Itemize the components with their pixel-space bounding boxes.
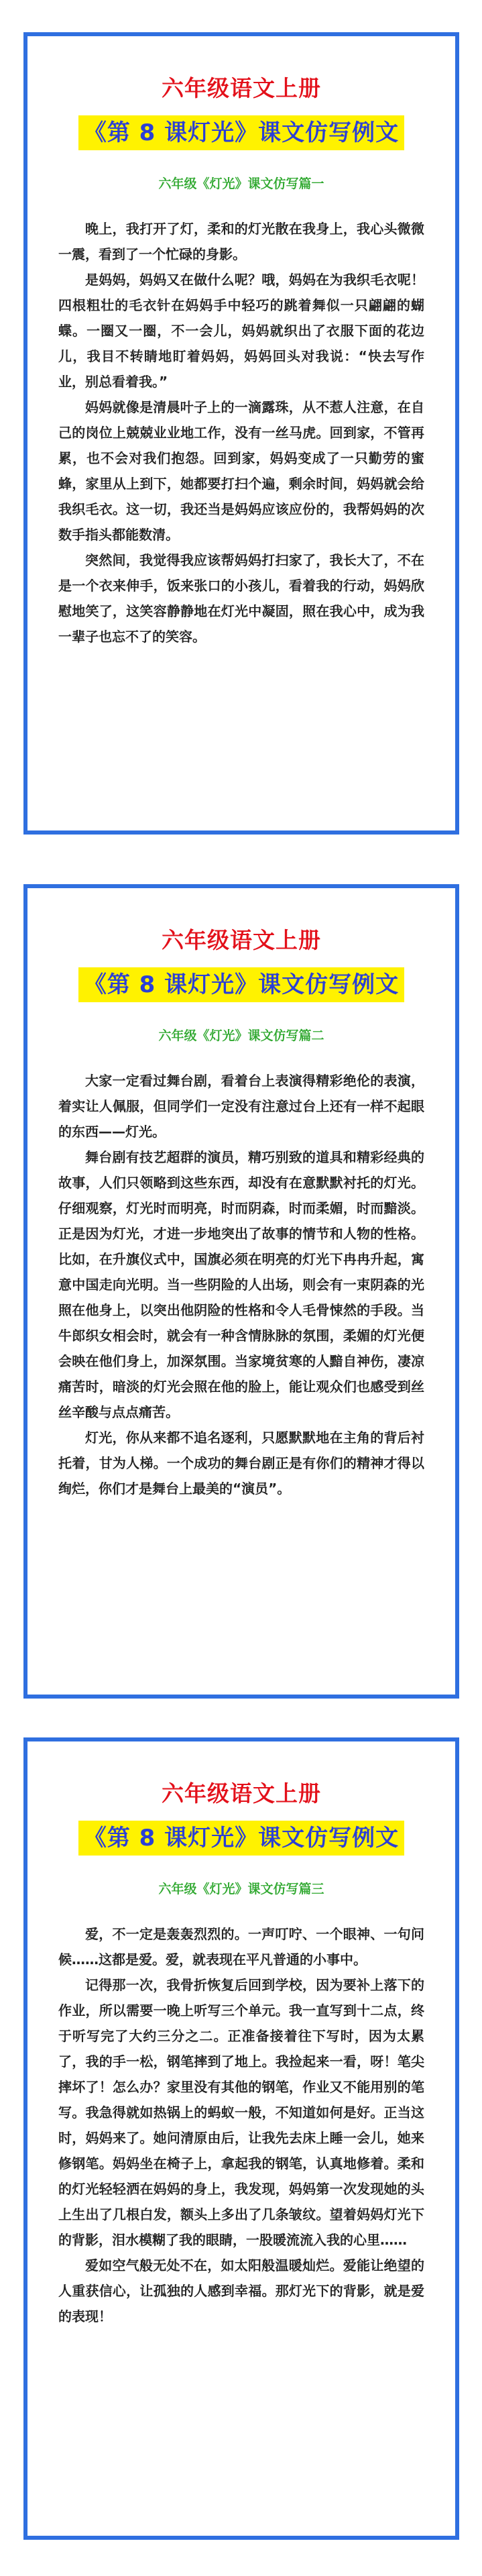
article-card-2 <box>23 884 459 1699</box>
body-paragraph: 晚上，我打开了灯，柔和的灯光散在我身上，我心头微微一震，看到了一个忙碌的身影。 <box>58 221 424 262</box>
body-paragraph: 大家一定看过舞台剧，看着台上表演得精彩绝伦的表演，着实让人佩服，但同学们一定没有注意过台上还有一样不起眼的东西——灯光。 <box>58 1073 424 1140</box>
body-paragraph: 舞台剧有技艺超群的演员，精巧别致的道具和精彩经典的故事，人们只领略到这些东西，却没有在意默默衬托的灯光。仔细观察，灯光时而明亮，时而阴森，时而柔媚，时而黯淡。正是因为灯光，才进一步地突出了故事的情节和人物的性格。比如，在升旗仪式中，国旗必须在明亮的灯光下冉冉升起，寓意中国走向光明。当一些阴险的人出场，则会有一束阴森的光照在他身上，以突出他阴险的性格和令人毛骨悚然的手段。当牛郎织女相会时，就会有一种含情脉脉的氛围，柔媚的灯光便会映在他们身上，加深氛围。当家境贫寒的人黯自神伤，凄凉痛苦时，暗淡的灯光会照在他的脸上，能让观众们也感受到丝丝辛酸与点点痛苦。 <box>58 1149 424 1420</box>
body-paragraph: 妈妈就像是清晨叶子上的一滴露珠，从不惹人注意，在自己的岗位上兢兢业业地工作，没有一丝马虎。回到家，不管再累，也不会对我们抱怨。回到家，妈妈变成了一只勤劳的蜜蜂，家里从上到下，她都要打扫个遍，剩余时间，妈妈就会给我织毛衣。这一切，我还当是妈妈应该应份的，我帮妈妈的次数手指头都能数清。 <box>58 399 424 543</box>
article-card-3 <box>23 1737 459 2540</box>
card-title-lesson-highlight: 《第 8 课灯光》课文仿写例文 <box>78 115 404 150</box>
card-title-grade: 六年级语文上册 <box>162 75 321 101</box>
card-title-grade: 六年级语文上册 <box>162 927 321 953</box>
card-subtitle: 六年级《灯光》课文仿写篇一 <box>158 176 324 191</box>
card-title-lesson-highlight: 《第 8 课灯光》课文仿写例文 <box>78 1821 404 1856</box>
body-paragraph: 记得那一次，我骨折恢复后回到学校，因为要补上落下的作业，所以需要一晚上听写三个单元。我一直写到十二点，终于听写完了大约三分之二。正准备接着往下写时，因为太累了，我的手一松，钢笔摔到了地上。我捡起来一看，呀！笔尖摔坏了！怎么办？家里没有其他的钢笔，作业又不能用别的笔写。我急得就如热锅上的蚂蚁一般，不知道如何是好。正当这时，妈妈来了。她问清原由后，让我先去床上睡一会儿，她来修钢笔。妈妈坐在椅子上，拿起我的钢笔，认真地修着。柔和的灯光轻轻洒在妈妈的身上，我发现，妈妈第一次发现她的头上生出了几根白发，额头上多出了几条皱纹。望着妈妈灯光下的背影，泪水模糊了我的眼睛，一股暖流流入我的心里…… <box>58 1977 424 2248</box>
body-paragraph: 突然间，我觉得我应该帮妈妈打扫家了，我长大了，不在是一个衣来伸手，饭来张口的小孩儿，看着我的行动，妈妈欣慰地笑了，这笑容静静地在灯光中凝固，照在我心中，成为我一辈子也忘不了的笑容。 <box>58 552 424 645</box>
card-title-lesson <box>27 115 455 150</box>
card-body <box>58 1068 424 1501</box>
body-paragraph: 爱如空气般无处不在，如太阳般温暖灿烂。爱能让绝望的人重获信心，让孤独的人感到幸福。那灯光下的背影，就是爱的表现！ <box>58 2257 424 2324</box>
body-paragraph: 灯光，你从来都不追名逐利，只愿默默地在主角的背后衬托着，甘为人梯。一个成功的舞台剧正是有你们的精神才得以绚烂，你们才是舞台上最美的“演员”。 <box>58 1430 424 1497</box>
article-card-1 <box>23 32 459 835</box>
card-title-lesson <box>27 967 455 1002</box>
card-title-lesson <box>27 1821 455 1856</box>
card-body <box>58 1921 424 2329</box>
card-subtitle: 六年级《灯光》课文仿写篇三 <box>158 1882 324 1896</box>
card-subtitle: 六年级《灯光》课文仿写篇二 <box>158 1028 324 1043</box>
body-paragraph: 爱，不一定是轰轰烈烈的。一声叮咛、一个眼神、一句问候……这都是爱。爱，就表现在平凡普通的小事中。 <box>58 1926 424 1968</box>
card-title-grade: 六年级语文上册 <box>162 1780 321 1807</box>
card-body <box>58 216 424 649</box>
body-paragraph: 是妈妈，妈妈又在做什么呢？哦，妈妈在为我织毛衣呢！四根粗壮的毛衣针在妈妈手中轻巧的跳着舞似一只翩翩的蝴蝶。一圈又一圈，不一会儿，妈妈就织出了衣服下面的花边儿，我目不转睛地盯着妈妈，妈妈回头对我说：“快去写作业，别总看着我。” <box>58 272 424 390</box>
card-title-lesson-highlight: 《第 8 课灯光》课文仿写例文 <box>78 967 404 1002</box>
